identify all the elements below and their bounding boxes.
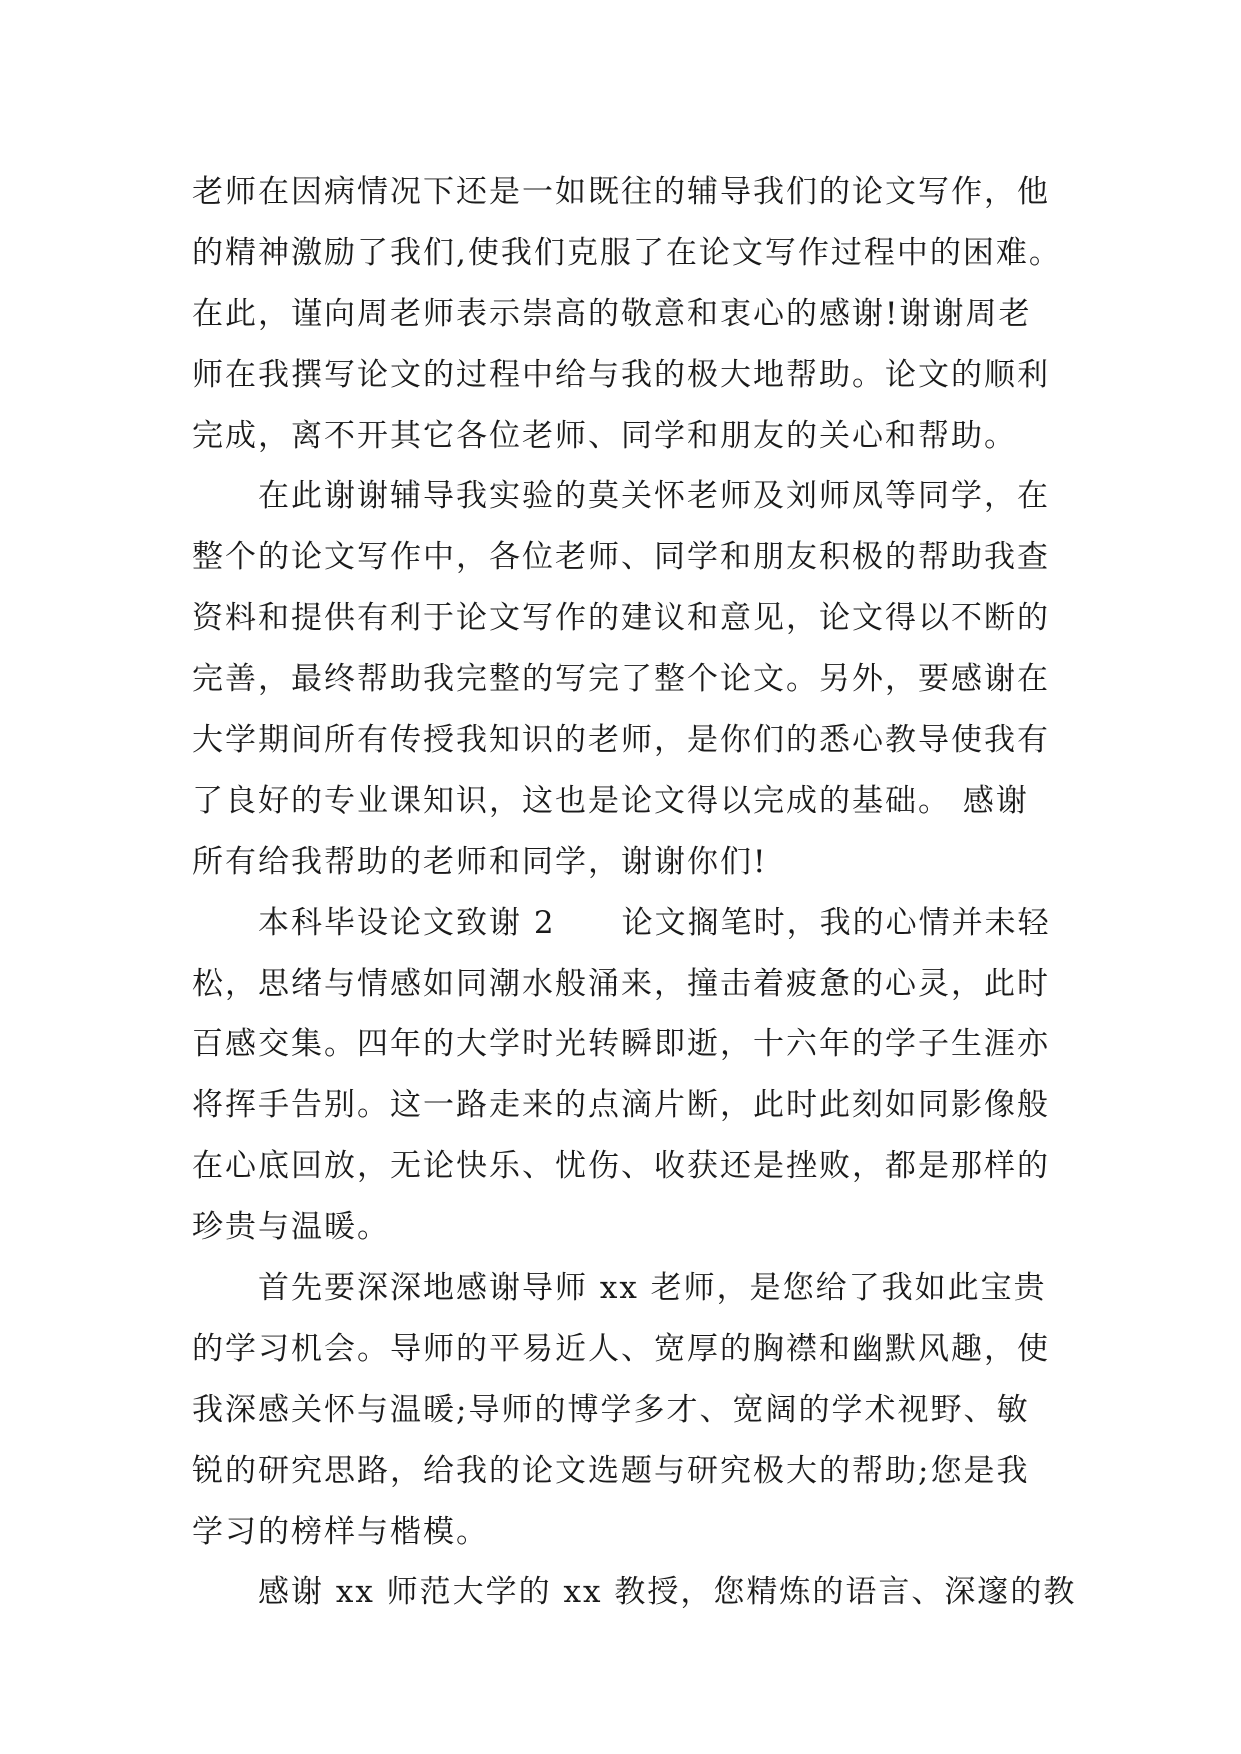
document-body: [192, 162, 1077, 1623]
text-line: 松，思绪与情感如同潮水般涌来，撞击着疲惫的心灵，此时: [192, 965, 1050, 1002]
paragraph-start-line: 首先要深深地感谢导师 xx 老师，是您给了我如此宝贵: [258, 1270, 1047, 1307]
text-line: 在心底回放，无论快乐、忧伤、收获还是挫败，都是那样的: [192, 1148, 1050, 1185]
text-line: 所有给我帮助的老师和同学，谢谢你们!: [192, 843, 768, 880]
text-line: 在此，谨向周老师表示崇高的敬意和衷心的感谢!谢谢周老: [192, 295, 1032, 332]
paragraph-start-line: 在此谢谢辅导我实验的莫关怀老师及刘师凤等同学，在: [258, 478, 1050, 515]
text-line: 整个的论文写作中，各位老师、同学和朋友积极的帮助我查: [192, 539, 1050, 576]
text-line: 完善，最终帮助我完整的写完了整个论文。另外，要感谢在: [192, 661, 1050, 698]
text-line: 了良好的专业课知识，这也是论文得以完成的基础。 感谢: [192, 782, 1029, 819]
section-heading-line: 本科毕设论文致谢 2 论文搁笔时，我的心情并未轻: [258, 904, 1051, 941]
text-line: 老师在因病情况下还是一如既往的辅导我们的论文写作，他: [192, 174, 1050, 210]
text-line: 完成，离不开其它各位老师、同学和朋友的关心和帮助。: [192, 417, 1017, 454]
text-line: 师在我撰写论文的过程中给与我的极大地帮助。论文的顺利: [192, 356, 1050, 393]
text-line: 珍贵与温暖。: [192, 1209, 390, 1246]
text-line: 的精神激励了我们,使我们克服了在论文写作过程中的困难。: [192, 234, 1062, 271]
text-line: 学习的榜样与楷模。: [192, 1513, 489, 1550]
text-line: 我深感关怀与温暖;导师的博学多才、宽阔的学术视野、敏: [192, 1391, 1030, 1428]
paragraph-start-line: 感谢 xx 师范大学的 xx 教授，您精炼的语言、深邃的教: [258, 1574, 1077, 1611]
text-line: 锐的研究思路，给我的论文选题与研究极大的帮助;您是我: [192, 1452, 1030, 1489]
text-line: 将挥手告别。这一路走来的点滴片断，此时此刻如同影像般: [192, 1087, 1050, 1124]
text-line: 大学期间所有传授我知识的老师，是你们的悉心教导使我有: [192, 722, 1050, 759]
text-line: 百感交集。四年的大学时光转瞬即逝，十六年的学子生涯亦: [192, 1026, 1050, 1063]
text-line: 的学习机会。导师的平易近人、宽厚的胸襟和幽默风趣，使: [192, 1330, 1050, 1367]
text-line: 资料和提供有利于论文写作的建议和意见，论文得以不断的: [192, 600, 1050, 637]
